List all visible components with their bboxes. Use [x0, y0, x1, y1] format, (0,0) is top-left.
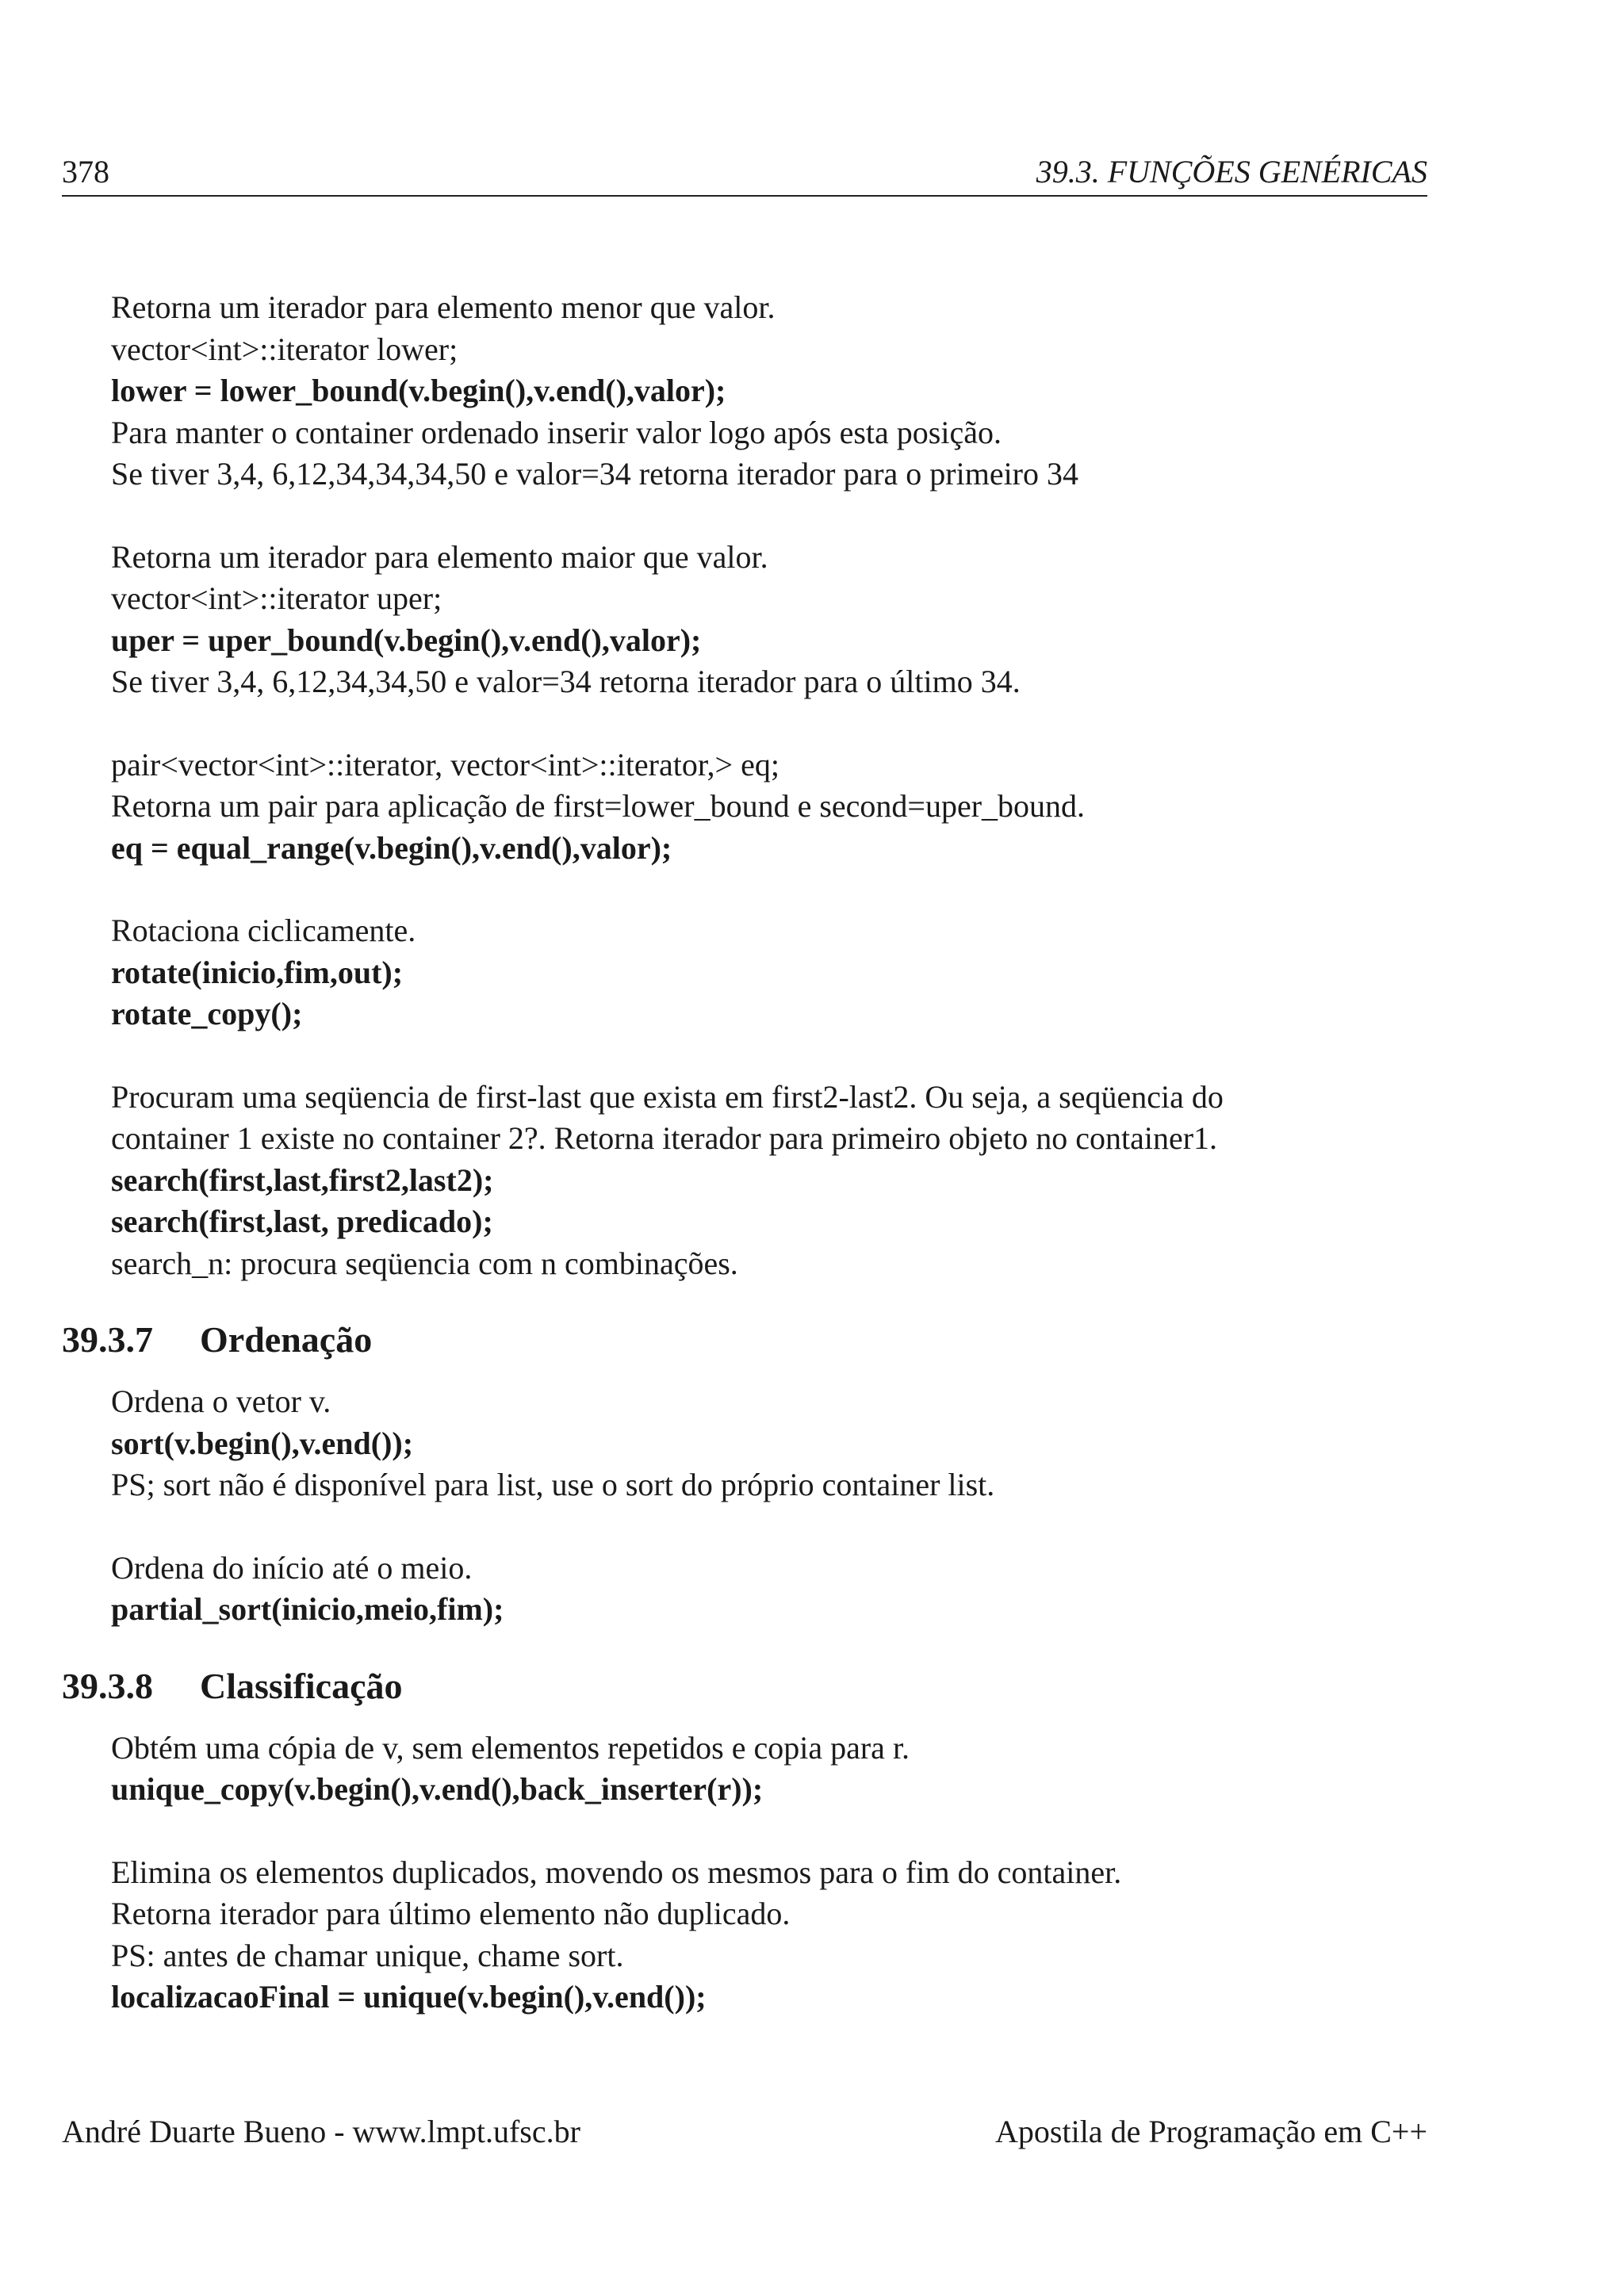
code-line: uper = uper_bound(v.begin(),v.end(),valor); [111, 622, 702, 658]
text-line: container 1 existe no container 2?. Retorna iterador para primeiro objeto no container1. [111, 1120, 1218, 1156]
text-line: PS: antes de chamar unique, chame sort. [111, 1937, 624, 1973]
code-line: lower = lower_bound(v.begin(),v.end(),valor); [111, 373, 726, 408]
section-heading [62, 1316, 1427, 1364]
text-line: Procuram uma seqüencia de first-last que exista em first2-last2. Ou seja, a seqüencia do [111, 1078, 1224, 1115]
section-title: Classificação [200, 1665, 403, 1706]
paragraph-gap [62, 1506, 1427, 1548]
text-line: Para manter o container ordenado inserir valor logo após esta posição. [111, 414, 1002, 450]
section-heading [62, 1663, 1427, 1710]
section-number: 39.3.7 [62, 1319, 153, 1360]
code-line: partial_sort(inicio,meio,fim); [111, 1591, 504, 1627]
paragraph-gap [62, 1035, 1427, 1077]
text-line: Se tiver 3,4, 6,12,34,34,34,50 e valor=34 retorna iterador para o primeiro 34 [111, 456, 1078, 492]
text-line: Retorna um iterador para elemento menor que valor. [111, 289, 776, 325]
paragraph [62, 1852, 1427, 2019]
paragraph [62, 537, 1427, 703]
text-line: Ordena o vetor v. [111, 1383, 331, 1419]
text-line: search_n: procura seqüencia com n combinações. [111, 1245, 738, 1281]
page-header [62, 149, 1427, 197]
page-body [62, 287, 1427, 2019]
code-line: localizacaoFinal = unique(v.begin(),v.end()); [111, 1979, 707, 2015]
paragraph [62, 1077, 1427, 1285]
text-line: PS; sort não é disponível para list, use o sort do próprio container list. [111, 1467, 995, 1502]
paragraph-gap [62, 703, 1427, 744]
paragraph-gap [62, 1811, 1427, 1852]
text-line: vector<int>::iterator lower; [111, 331, 458, 367]
code-line: rotate(inicio,fim,out); [111, 954, 404, 990]
code-line: eq = equal_range(v.begin(),v.end(),valor); [111, 829, 672, 866]
header-rule [62, 195, 1427, 197]
text-line: Retorna um pair para aplicação de first=lower_bound e second=uper_bound. [111, 788, 1086, 824]
code-line: unique_copy(v.begin(),v.end(),back_inserter(r)); [111, 1771, 764, 1807]
text-line: pair<vector<int>::iterator, vector<int>::iterator,> eq; [111, 746, 779, 783]
paragraph [62, 744, 1427, 870]
text-line: Obtém uma cópia de v, sem elementos repetidos e copia para r. [111, 1729, 910, 1766]
text-line: Retorna iterador para último elemento não duplicado. [111, 1896, 791, 1931]
footer-author: André Duarte Bueno - www.lmpt.ufsc.br [62, 2114, 580, 2149]
paragraph-gap [62, 496, 1427, 537]
text-line: Elimina os elementos duplicados, movendo os mesmos para o fim do container. [111, 1854, 1122, 1890]
footer-title: Apostila de Programação em C++ [995, 2114, 1427, 2149]
code-line: search(first,last,first2,last2); [111, 1161, 494, 1198]
page-number: 378 [62, 154, 109, 189]
section-number: 39.3.8 [62, 1665, 153, 1706]
paragraph [62, 910, 1427, 1035]
paragraph-gap [62, 869, 1427, 910]
code-line: sort(v.begin(),v.end()); [111, 1425, 414, 1461]
text-line: Se tiver 3,4, 6,12,34,34,50 e valor=34 retorna iterador para o último 34. [111, 664, 1021, 699]
running-head: 39.3. FUNÇÕES GENÉRICAS [1036, 154, 1427, 189]
text-line: vector<int>::iterator uper; [111, 580, 442, 616]
text-line: Ordena do início até o meio. [111, 1549, 473, 1586]
paragraph [62, 1381, 1427, 1506]
paragraph [62, 1728, 1427, 1811]
section-title: Ordenação [200, 1319, 373, 1360]
code-line: rotate_copy(); [111, 996, 303, 1031]
paragraph [62, 1548, 1427, 1631]
code-line: search(first,last, predicado); [111, 1203, 493, 1239]
text-line: Retorna um iterador para elemento maior que valor. [111, 538, 768, 575]
text-line: Rotaciona ciclicamente. [111, 913, 416, 948]
paragraph [62, 287, 1427, 496]
page-footer [62, 2113, 1427, 2160]
